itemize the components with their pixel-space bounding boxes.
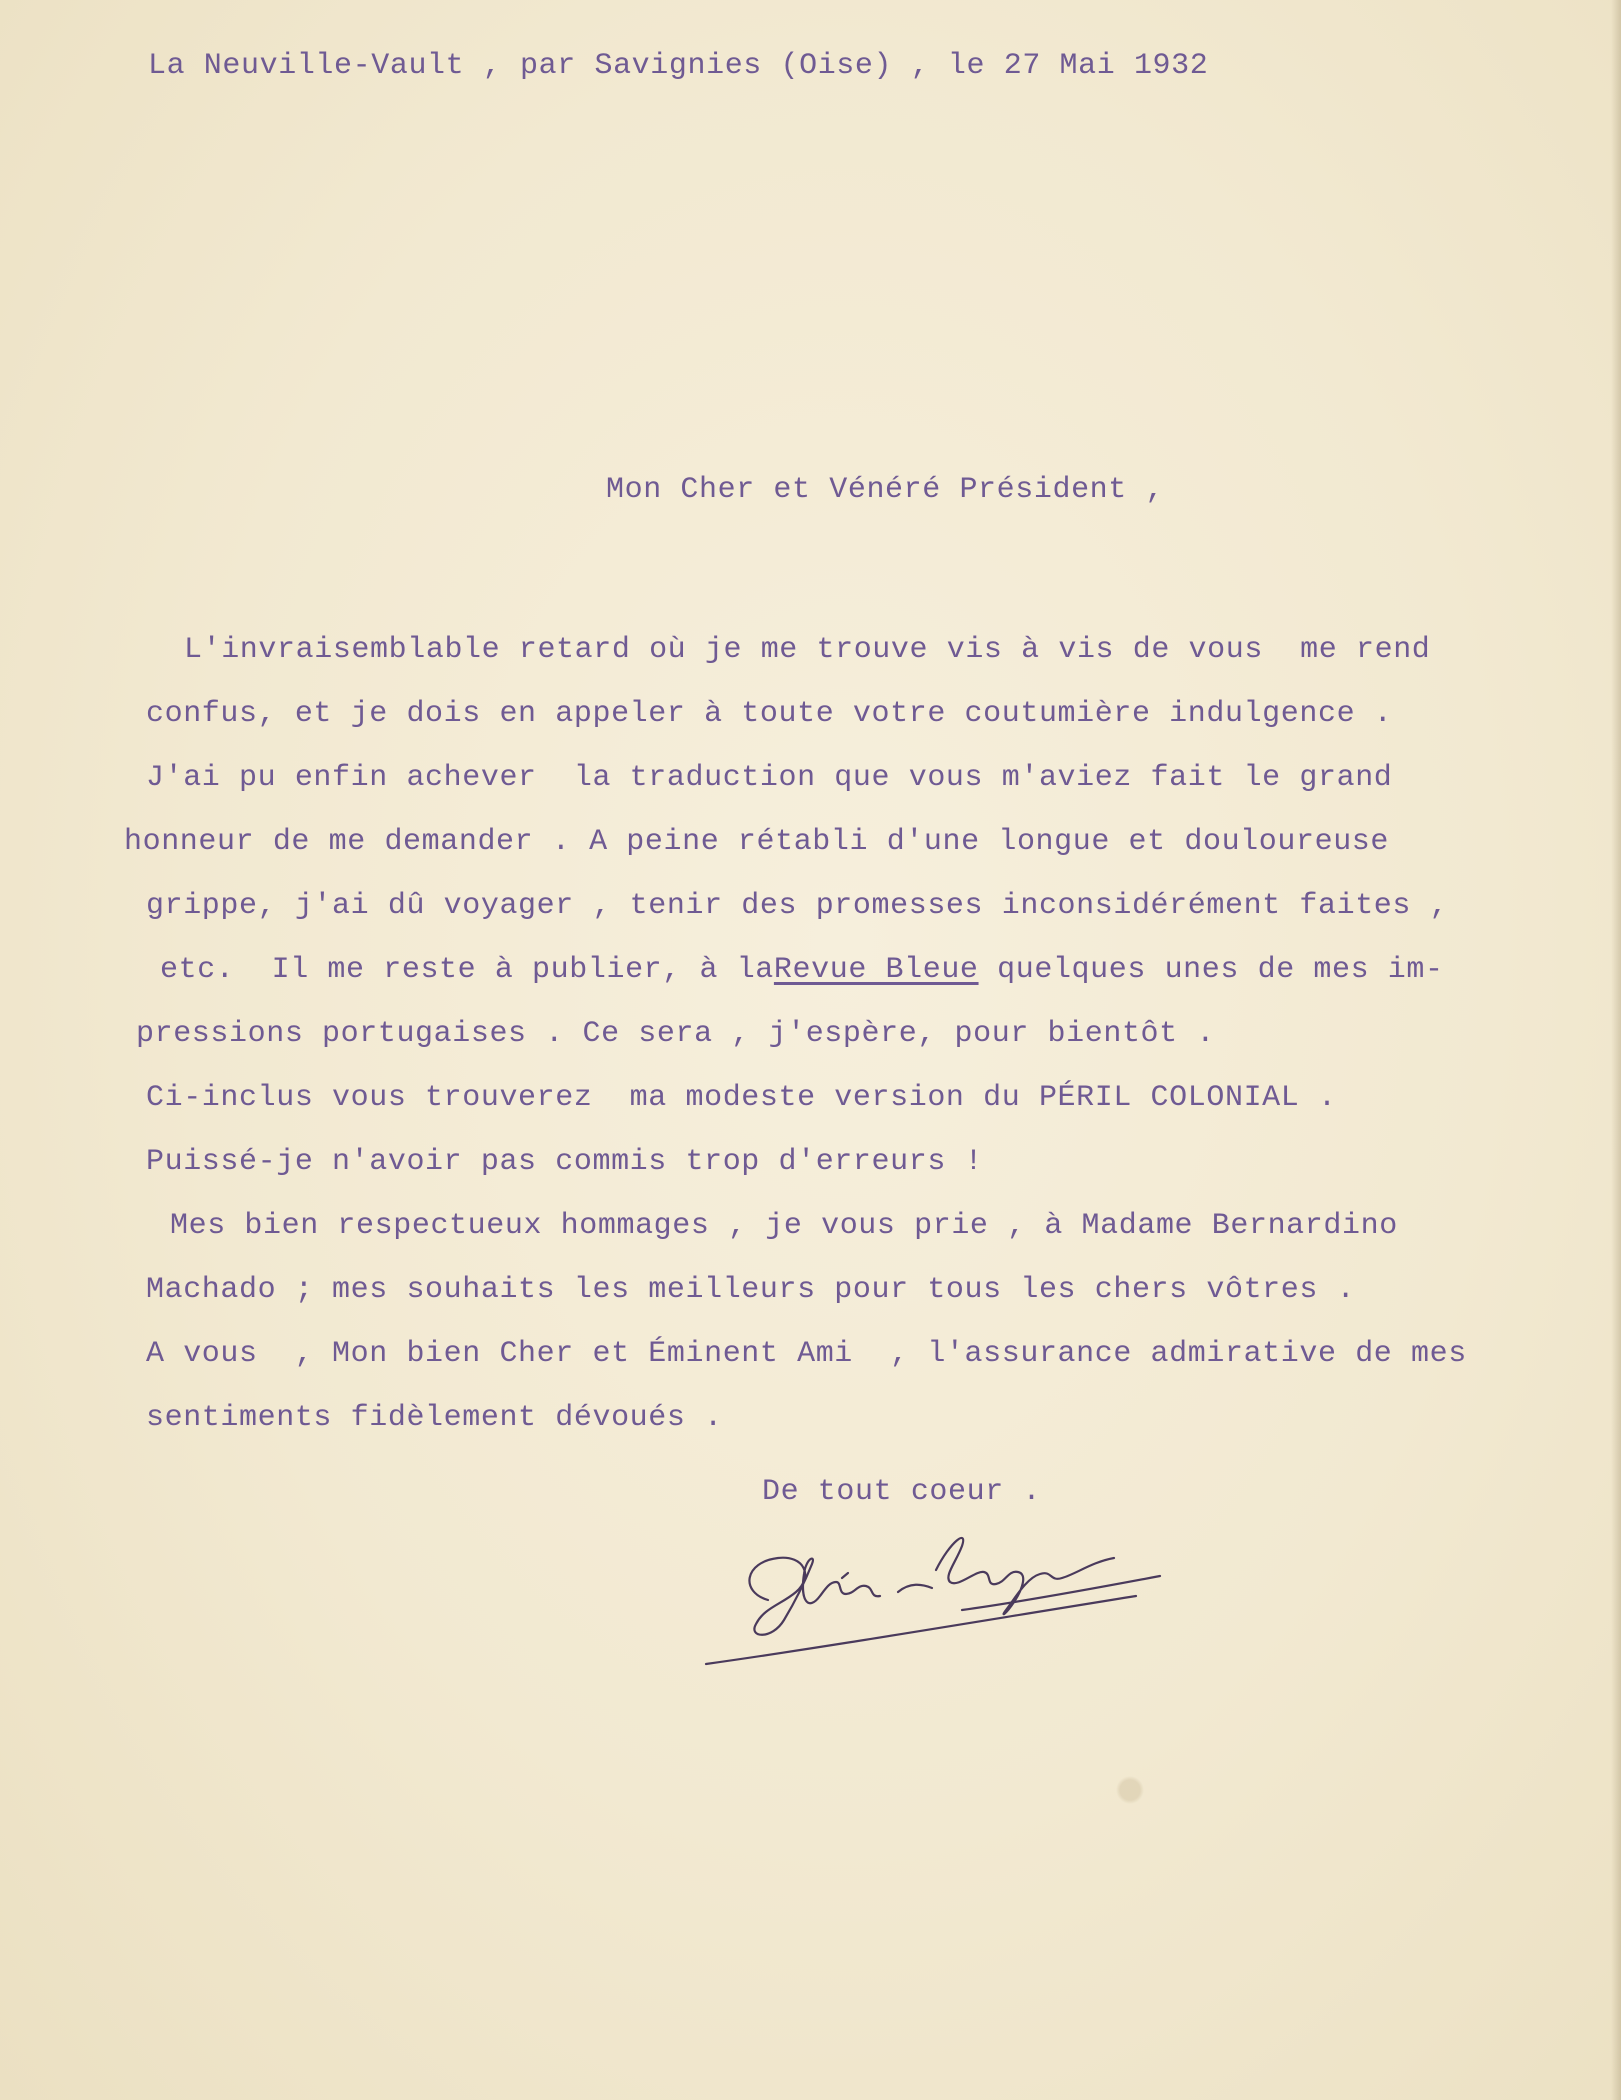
body-line-3: J'ai pu enfin achever la traduction que vous m'aviez fait le grand <box>146 761 1393 795</box>
body-line-8: Ci-inclus vous trouverez ma modeste version du PÉRIL COLONIAL . <box>146 1081 1337 1115</box>
body-line-6-end: quelques unes de mes im- <box>978 953 1444 987</box>
body-line-13: sentiments fidèlement dévoués . <box>146 1401 723 1435</box>
body-line-12: A vous , Mon bien Cher et Éminent Ami , l'assurance admirative de mes <box>146 1337 1467 1371</box>
body-line-9: Puissé-je n'avoir pas commis trop d'erreurs ! <box>146 1145 984 1179</box>
body-line-2: confus, et je dois en appeler à toute votre coutumière indulgence . <box>146 697 1393 731</box>
salutation: Mon Cher et Vénéré Président , <box>606 473 1165 507</box>
body-line-4: honneur de me demander . A peine rétabli d'une longue et douloureuse <box>124 825 1389 859</box>
letter-header: La Neuville-Vault , par Savignies (Oise) , le 27 Mai 1932 <box>148 49 1209 83</box>
body-line-10: Mes bien respectueux hommages , je vous prie , à Madame Bernardino <box>170 1209 1398 1243</box>
body-line-6 <box>160 952 1444 988</box>
revue-bleue-title: Revue Bleue <box>773 953 979 987</box>
body-line-1: L'invraisemblable retard où je me trouve vis à vis de vous me rend <box>184 633 1431 667</box>
body-line-5: grippe, j'ai dû voyager , tenir des promesses inconsidérément faites , <box>146 889 1449 923</box>
signature <box>700 1500 1170 1670</box>
body-line-6-start: etc. Il me reste à publier, à la <box>160 953 774 987</box>
paper-edge-shadow <box>1611 0 1621 2100</box>
body-line-7: pressions portugaises . Ce sera , j'espère, pour bientôt . <box>136 1017 1215 1051</box>
closing-line: De tout coeur . <box>762 1475 1042 1509</box>
body-line-11: Machado ; mes souhaits les meilleurs pour tous les chers vôtres . <box>146 1273 1356 1307</box>
